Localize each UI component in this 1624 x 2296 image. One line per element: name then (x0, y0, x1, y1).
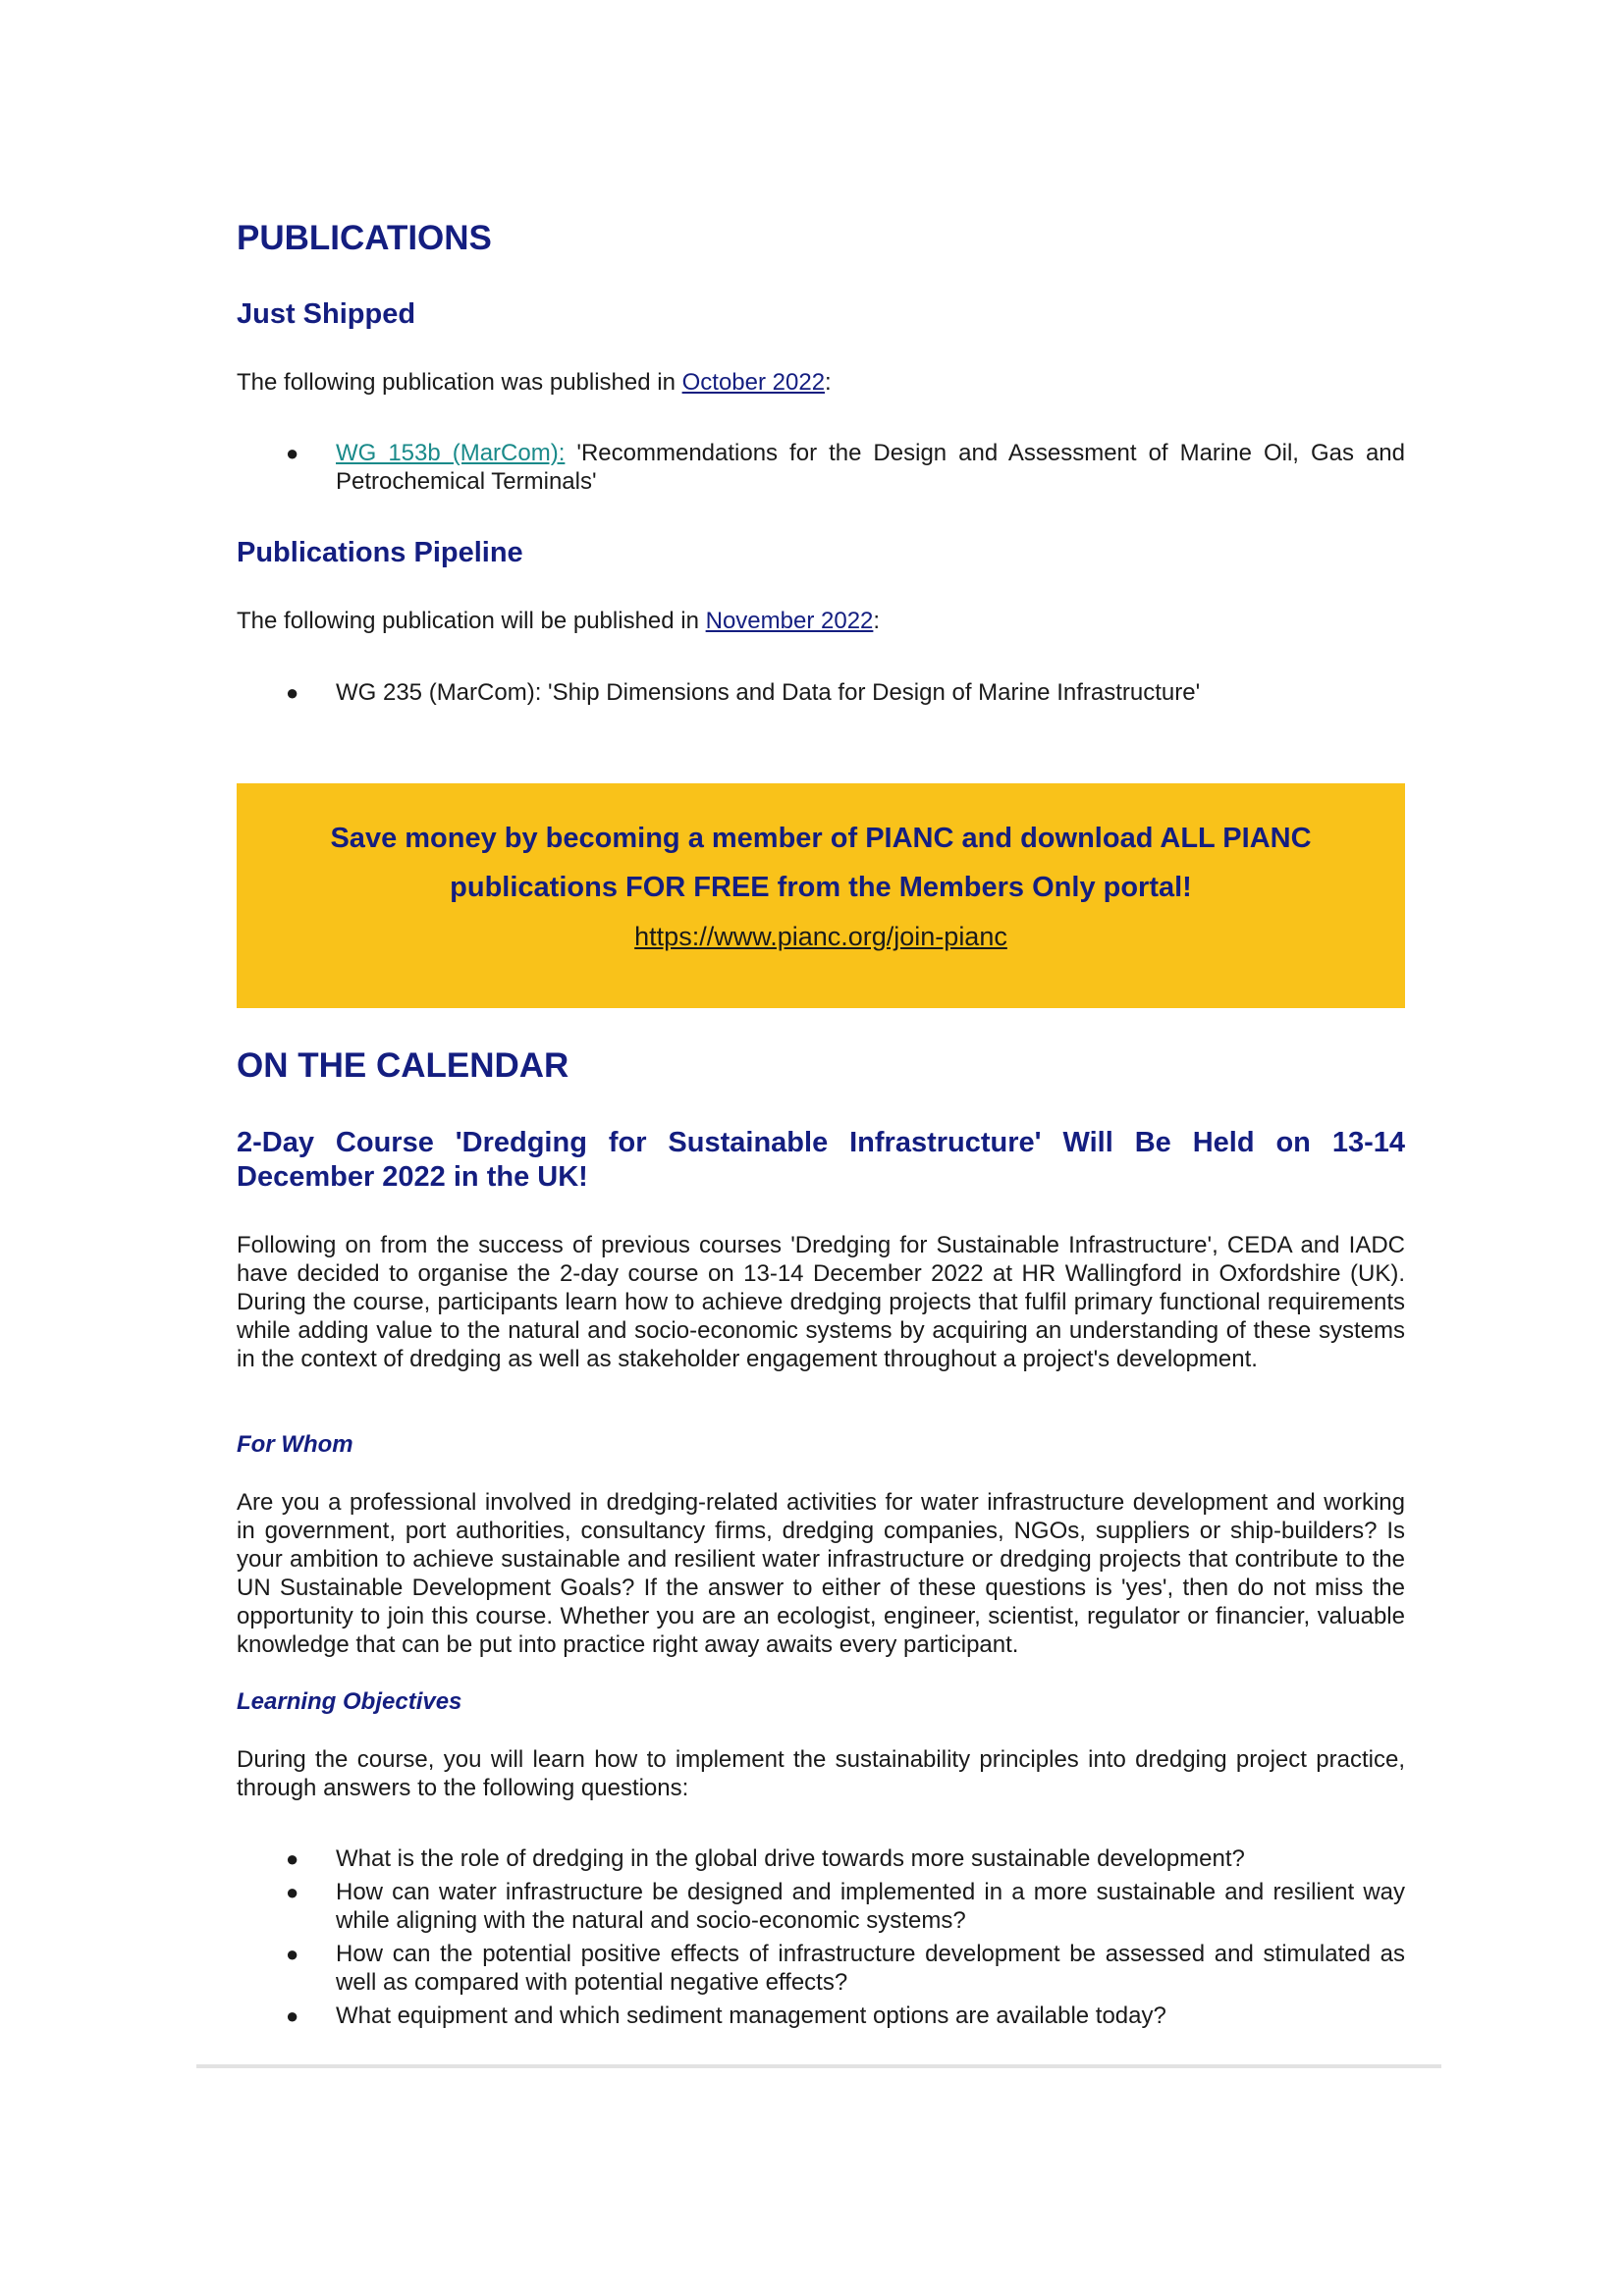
promo-line-1: Save money by becoming a member of PIANC and download ALL PIANC (330, 823, 1312, 854)
wg-153b-title: 'Recommendations for the Design and Assessment of Marine Oil, Gas and Petrochemical Terminals' (336, 440, 1406, 495)
just-shipped-intro-prefix: The following publication was published in (237, 369, 682, 396)
list-item (237, 1878, 1405, 1935)
bullet-icon: ● (286, 1846, 299, 1871)
bullet-icon: ● (286, 2003, 299, 2028)
wg-153b-link[interactable]: WG 153b (MarCom): (336, 440, 566, 466)
november-2022-link[interactable]: November 2022 (705, 608, 874, 634)
objective-text: What is the role of dredging in the global drive towards more sustainable development? (336, 1845, 1245, 1872)
objective-text: How can water infrastructure be designed and implemented in a more sustainable and resilient way while aligning with the natural and socio-economic systems? (336, 1879, 1405, 1934)
pipeline-intro-prefix: The following publication will be published in (237, 608, 706, 634)
objective-text: What equipment and which sediment management options are available today? (336, 2002, 1166, 2029)
just-shipped-intro-suffix: : (825, 369, 832, 396)
for-whom-heading: For Whom (237, 1431, 353, 1458)
list-item (237, 439, 1405, 496)
publications-pipeline-heading: Publications Pipeline (237, 537, 523, 568)
pipeline-list (237, 678, 1405, 707)
october-2022-link[interactable]: October 2022 (681, 369, 826, 396)
list-item (237, 2002, 1405, 2030)
bullet-icon: ● (286, 1880, 299, 1904)
just-shipped-intro (237, 368, 1405, 397)
learning-objectives-intro: During the course, you will learn how to implement the sustainability principles into dredging project practice, through answers to the following questions: (237, 1746, 1405, 1801)
learning-objectives-heading: Learning Objectives (237, 1688, 462, 1715)
list-item (237, 1844, 1405, 1873)
just-shipped-list (237, 439, 1405, 496)
bullet-icon: ● (286, 1942, 299, 1966)
course-title: 2-Day Course 'Dredging for Sustainable Infrastructure' Will Be Held on 13-14 December 2022 in the UK! (237, 1127, 1405, 1193)
bullet-icon: ● (286, 680, 299, 705)
learning-objectives-list (237, 1844, 1405, 2030)
list-item (237, 1940, 1405, 1997)
pipeline-intro-suffix: : (873, 608, 881, 634)
list-item (237, 678, 1405, 707)
course-intro: Following on from the success of previous courses 'Dredging for Sustainable Infrastructure', CEDA and IADC have decided to organise the 2-day course on 13-14 December 2022 at HR Wallingford in Oxfordshire (UK). During the course, participants learn how to achieve dredging projects that fulfil primary functional requirements while adding value to the natural and socio-economic systems by acquiring an understanding of these systems in the context of dredging as well as stakeholder engagement throughout a project's development. (237, 1232, 1405, 1372)
join-pianc-link[interactable]: https://www.pianc.org/join-pianc (634, 922, 1007, 951)
membership-promo-box (237, 783, 1405, 1008)
just-shipped-heading: Just Shipped (237, 298, 416, 330)
objective-text: How can the potential positive effects of infrastructure development be assessed and stimulated as well as compared with potential negative effects? (336, 1941, 1405, 1996)
wg-235-title: WG 235 (MarCom): 'Ship Dimensions and Data for Design of Marine Infrastructure' (336, 679, 1201, 706)
for-whom-text: Are you a professional involved in dredging-related activities for water infrastructure development and working in government, port authorities, consultancy firms, dredging companies, NGOs, suppliers or ship-builders? Is your ambition to achieve sustainable and resilient water infrastructure or dredging projects that contribute to the UN Sustainable Development Goals? If the answer to either of these questions is 'yes', then do not miss the opportunity to join this course. Whether you are an ecologist, engineer, scientist, regulator or financier, valuable knowledge that can be put into practice right away awaits every participant. (237, 1489, 1405, 1658)
pipeline-intro (237, 607, 1405, 635)
promo-line-2: publications FOR FREE from the Members Only portal! (450, 872, 1192, 903)
calendar-heading: ON THE CALENDAR (237, 1046, 569, 1085)
publications-heading: PUBLICATIONS (237, 219, 492, 257)
bottom-divider (196, 2064, 1441, 2068)
bullet-icon: ● (286, 441, 299, 465)
